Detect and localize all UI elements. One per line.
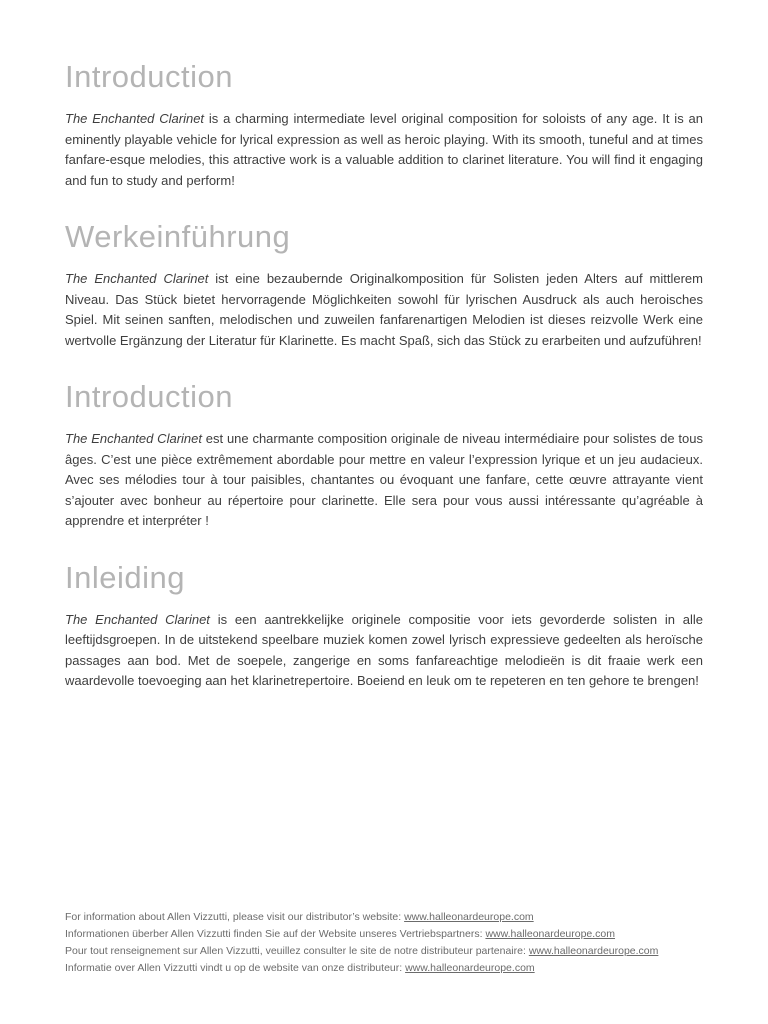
heading-dutch: Inleiding (65, 559, 185, 595)
paragraph-text: is a charming intermediate level original composition for soloists of any age. It is an eminently playable vehicle for lyrical expression as well as heroic playing. With its smooth, tuneful and at times fanfare-esque melodies, this attractive work is a valuable addition to clarinet literature. You will find it engaging and fun to study and perform! (65, 111, 703, 188)
paragraph-english (65, 109, 703, 191)
heading-french: Introduction (65, 379, 233, 414)
paragraph-dutch (65, 610, 703, 692)
paragraph-german (65, 269, 703, 351)
footer-text: Pour tout renseignement sur Allen Vizzutti, veuillez consulter le site de notre distributeur partenaire: (65, 945, 529, 957)
work-title: The Enchanted Clarinet (65, 271, 209, 286)
distributor-website-link[interactable]: www.halleonardeurope.com (528, 945, 659, 957)
paragraph-french (65, 429, 703, 532)
footer (65, 909, 705, 977)
distributor-website-link[interactable]: www.halleonardeurope.com (404, 911, 534, 923)
paragraph-text: ist eine bezaubernde Originalkomposition für Solisten jeden Alters auf mittlerem Niveau. Das Stück bietet hervorragende Möglichkeiten sowohl für lyrischen Ausdruck als auch heroisches Spiel. Mit seinen sanften, melodischen und zuweilen fanfarenartigen Melodien ist dieses reizvolle Werk eine wertvolle Ergänzung der Literatur für Klarinette. Es macht Spaß, sich das Stück zu erarbeiten und aufzuführen! (65, 271, 703, 348)
section-introduction-french (65, 380, 703, 532)
paragraph-text: est une charmante composition originale de niveau intermédiaire pour solistes de tous âges. C’est une pièce extrêmement abordable pour mettre en valeur l’expression lyrique et un jeu audacieux. Avec ses mélodies tour à tour paisibles, chantantes ou évoquant une fanfare, cette œuvre attrayante vient s’ajouter avec bonheur au répertoire pour clarinette. Elle sera pour vous aussi intéressante qu’agréable à apprendre et interpréter ! (65, 431, 703, 528)
section-introduction-english (65, 60, 703, 191)
footer-line-dutch (65, 960, 705, 977)
footer-text: For information about Allen Vizzutti, please visit our distributor’s website: (65, 911, 405, 923)
heading-english: Introduction (65, 59, 233, 94)
footer-text: Informatie over Allen Vizzutti vindt u op de website van onze distributeur: (65, 962, 406, 974)
distributor-website-link[interactable]: www.halleonardeurope.com (485, 928, 616, 940)
work-title: The Enchanted Clarinet (65, 431, 202, 446)
heading-german: Werkeinführung (65, 219, 291, 254)
page-content (65, 60, 703, 692)
paragraph-text: is een aantrekkelijke originele compositie voor iets gevorderde solisten in alle leeftijdsgroepen. In de uitstekend speelbare muziek komen zowel lyrisch expressieve gedeelten als heroïsche passages aan bod. Met de soepele, zangerige en soms fanfareachtige melodieën is dit fraaie werk een waardevolle toevoeging aan het klarinetrepertoire. Boeiend en leuk om te repeteren en ten gehore te brengen! (65, 611, 704, 688)
footer-line-german (65, 926, 705, 943)
footer-line-english (65, 909, 705, 926)
footer-text: Informationen überber Allen Vizzutti finden Sie auf der Website unseres Vertriebspartners: (65, 928, 486, 940)
section-inleiding-dutch (65, 561, 703, 692)
distributor-website-link[interactable]: www.halleonardeurope.com (405, 962, 535, 974)
work-title: The Enchanted Clarinet (65, 611, 210, 627)
work-title: The Enchanted Clarinet (65, 111, 205, 126)
footer-line-french (65, 943, 705, 960)
section-werkeinfuehrung-german (65, 220, 703, 351)
